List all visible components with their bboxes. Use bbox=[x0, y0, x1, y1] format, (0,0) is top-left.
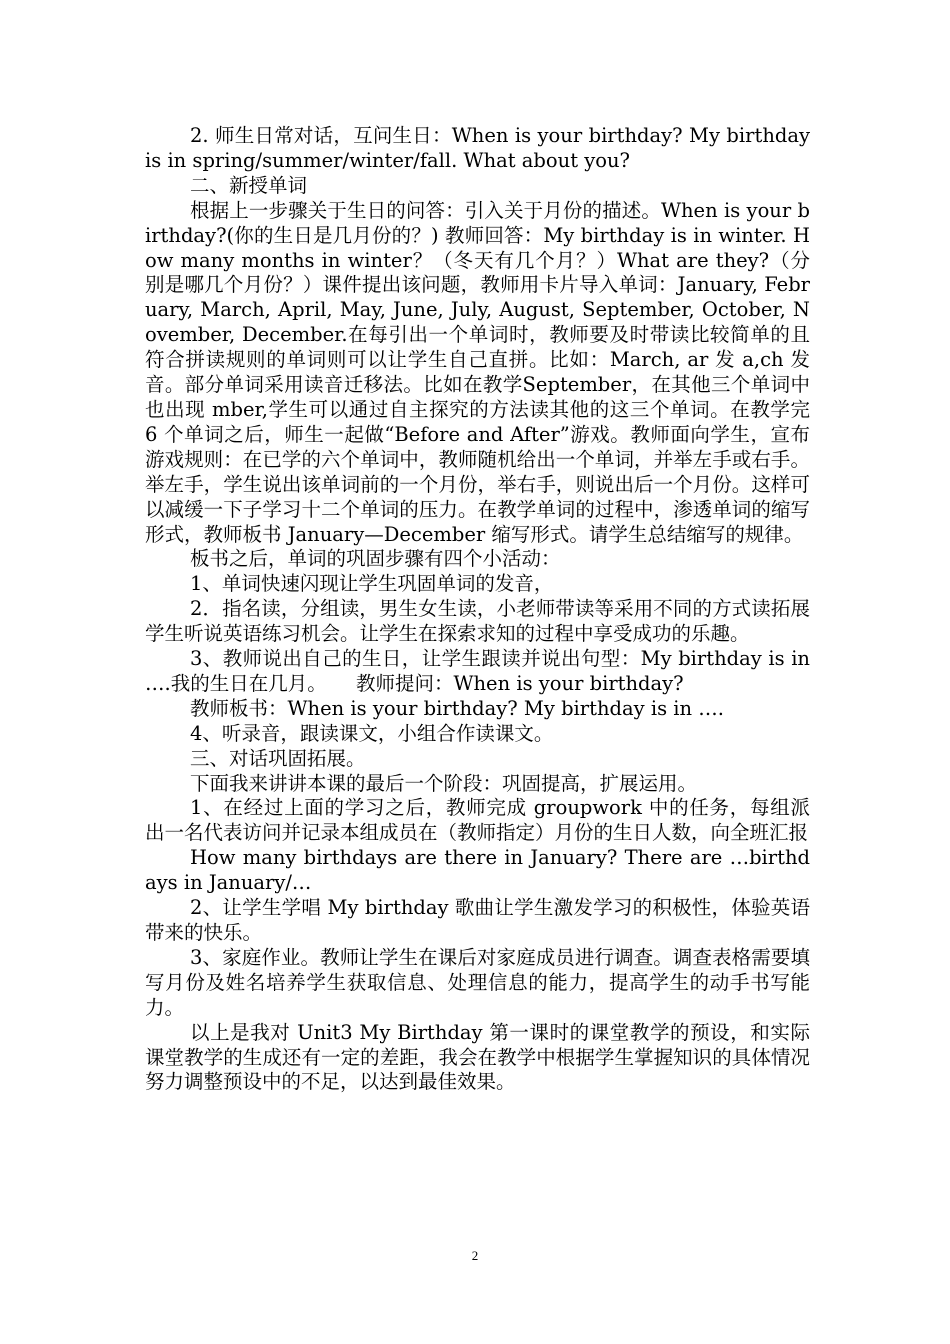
paragraph-final-stage: 下面我来讲讲本课的最后一个阶段：巩固提高，扩展运用。 bbox=[190, 771, 698, 795]
paragraph-dialogue-review: 2. 师生日常对话，互问生日：When is your birthday? My birthday is in spring/summer/winter/fall. What about you? bbox=[145, 124, 810, 172]
paragraph-groupwork: 1、在经过上面的学习之后，教师完成 groupwork 中的任务，每组派出一名代表访问并记录本组成员在（教师指定）月份的生日人数，向全班汇报 bbox=[145, 796, 810, 845]
document-body bbox=[145, 124, 810, 1095]
paragraph-song: 2、让学生学唱 My birthday 歌曲让学生激发学习的积极性，体验英语带来的快乐。 bbox=[145, 896, 810, 944]
page-number: 2 bbox=[471, 1248, 479, 1263]
paragraph-consolidation-intro: 板书之后，单词的巩固步骤有四个小活动： bbox=[190, 547, 561, 571]
heading-new-words: 二、新授单词 bbox=[190, 173, 308, 197]
heading-dialogue-extension: 三、对话巩固拓展。 bbox=[190, 746, 366, 770]
paragraph-board-writing: 教师板书：When is your birthday? My birthday is in …. bbox=[190, 696, 724, 720]
paragraph-activity-1: 1、单词快速闪现让学生巩固单词的发音， bbox=[190, 572, 554, 596]
paragraph-activity-2: 2．指名读，分组读，男生女生读，小老师带读等采用不同的方式读拓展学生听说英语练习机会。让学生在探索求知的过程中享受成功的乐趣。 bbox=[145, 597, 810, 646]
paragraph-groupwork-question: How many birthdays are there in January? There are …birthdays in January/… bbox=[145, 846, 810, 895]
paragraph-homework: 3、家庭作业。教师让学生在课后对家庭成员进行调查。调查表格需要填写月份及姓名培养学生获取信息、处理信息的能力，提高学生的动手书写能力。 bbox=[145, 945, 810, 1019]
paragraph-activity-4: 4、听录音，跟读课文，小组合作读课文。 bbox=[190, 721, 554, 745]
paragraph-month-words: 根据上一步骤关于生日的问答：引入关于月份的描述。When is your birthday?(你的生日是几月份的？) 教师回答：My birthday is in winter. How many months in winter？（冬天有几个月？）What are they?（分别是哪几个月份？）课件提出该问题，教师用卡片导入单词：January, February, March, April, May, June, July, August, September, October, November, December.在每引出一个单词时，教师要及时带读比较简单的且符合拼读规则的单词则可以让学生自己直拼。比如：March, ar 发 a,ch 发音。部分单词采用读音迁移法。比如在教学September，在其他三个单词中也出现 mber,学生可以通过自主探究的方法读其他的这三个单词。在教学完 6 个单词之后，师生一起做“Before and After”游戏。教师面向学生，宣布游戏规则：在已学的六个单词中，教师随机给出一个单词，并举左手或右手。举左手，学生说出该单词前的一个月份，举右手，则说出后一个月份。这样可以减缓一下子学习十二个单词的压力。在教学单词的过程中，渗透单词的缩写形式，教师板书 January—December 缩写形式。请学生总结缩写的规律。 bbox=[145, 198, 810, 546]
paragraph-activity-3: 3、教师说出自己的生日，让学生跟读并说出句型：My birthday is in ….我的生日在几月。 教师提问：When is your birthday? bbox=[145, 647, 810, 695]
paragraph-conclusion: 以上是我对 Unit3 My Birthday 第一课时的课堂教学的预设，和实际课堂教学的生成还有一定的差距，我会在教学中根据学生掌握知识的具体情况努力调整预设中的不足，以达到最佳效果。 bbox=[145, 1020, 810, 1094]
